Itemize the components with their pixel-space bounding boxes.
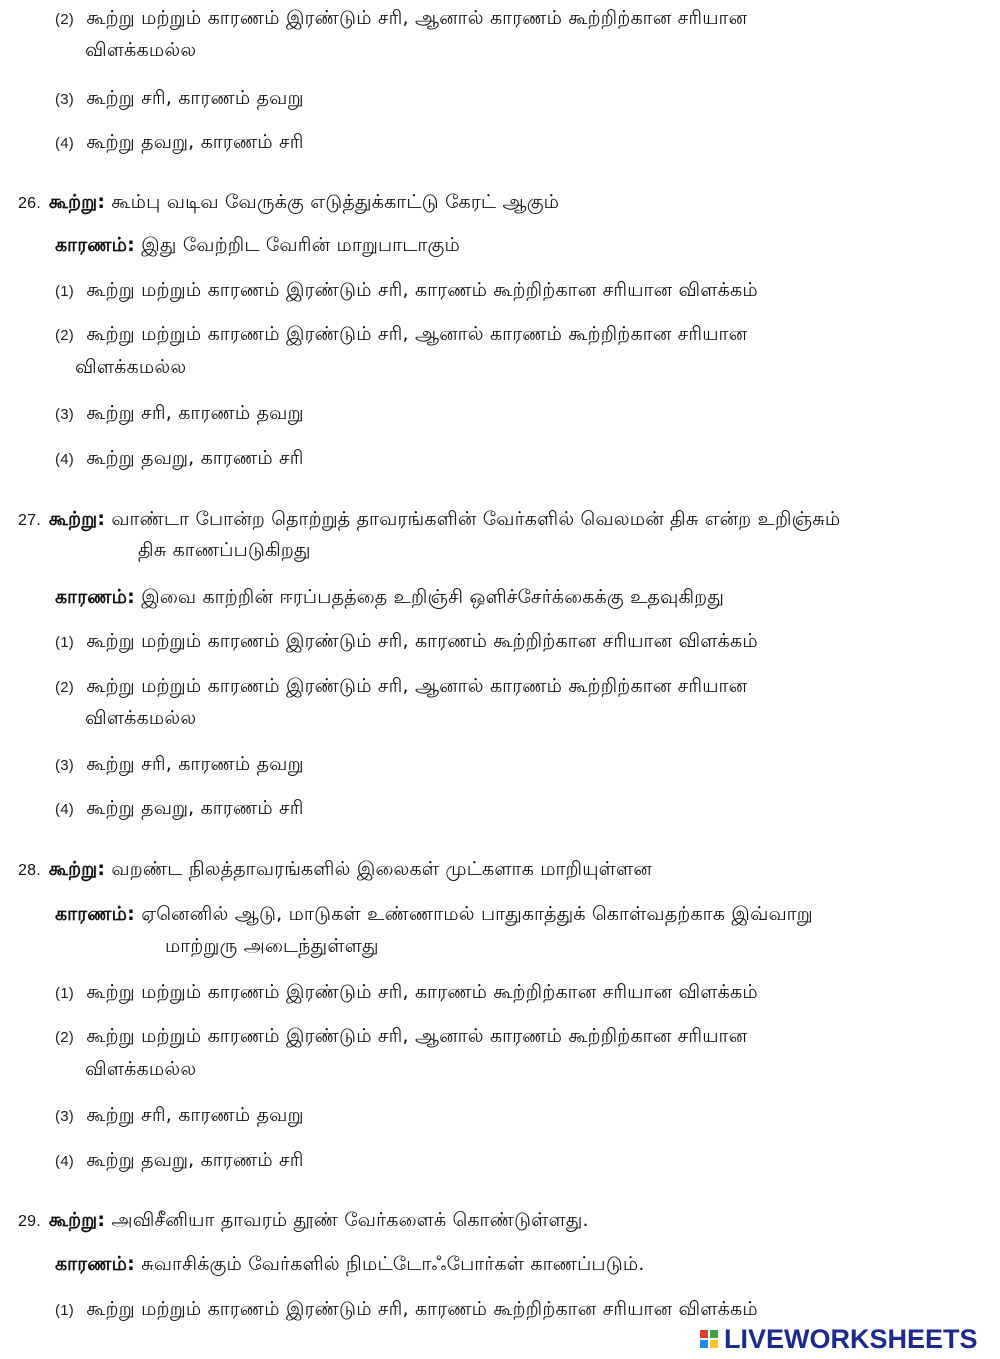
option-line	[55, 1103, 304, 1129]
option-number: (3)	[55, 91, 74, 108]
question-line	[18, 857, 652, 883]
option-line	[55, 86, 304, 112]
question-line	[18, 507, 840, 533]
option-line	[55, 1148, 304, 1174]
option-line	[55, 130, 304, 156]
question-number: 27.	[18, 512, 41, 529]
line-text: இது வேற்றிட வேரின் மாறுபாடாகும்	[141, 234, 461, 256]
line-text: கூற்று தவறு, காரணம் சரி	[86, 797, 304, 819]
option-number: (2)	[55, 327, 74, 344]
option-number: (1)	[55, 634, 74, 651]
option-line	[55, 278, 758, 304]
option-number: (1)	[55, 283, 74, 300]
statement-label: கூற்று:	[48, 508, 106, 530]
option-line	[55, 629, 758, 655]
line-text: கூற்று மற்றும் காரணம் இரண்டும் சரி, காரணம் கூற்றிற்கான சரியான விளக்கம்	[86, 981, 758, 1003]
option-line	[55, 401, 304, 427]
line-text: கூற்று மற்றும் காரணம் இரண்டும் சரி, ஆனால் காரணம் கூற்றிற்கான சரியான	[86, 1025, 748, 1047]
line-text: கூற்று மற்றும் காரணம் இரண்டும் சரி, காரணம் கூற்றிற்கான சரியான விளக்கம்	[86, 630, 758, 652]
logo-block	[710, 1340, 718, 1348]
question-line	[18, 1208, 589, 1234]
statement-label: காரணம்:	[55, 903, 135, 925]
option-number: (4)	[55, 801, 74, 818]
line-text: விளக்கமல்ல	[75, 356, 187, 378]
line-text: விளக்கமல்ல	[85, 707, 197, 729]
question-line	[18, 190, 559, 216]
continuation-line	[165, 934, 379, 958]
line-text: கூற்று தவறு, காரணம் சரி	[86, 131, 304, 153]
line-text: திசு காணப்படுகிறது	[138, 539, 311, 561]
reason-line	[55, 233, 460, 257]
line-text: அவிசீனியா தாவரம் தூண் வேர்களைக் கொண்டுள்ளது.	[111, 1209, 589, 1231]
continuation-line	[138, 538, 311, 562]
option-line	[55, 6, 747, 32]
option-number: (1)	[55, 985, 74, 1002]
option-number: (2)	[55, 1029, 74, 1046]
option-line	[55, 322, 747, 348]
option-number: (2)	[55, 679, 74, 696]
line-text: மாற்றுரு அடைந்துள்ளது	[165, 935, 379, 957]
line-text: கூற்று மற்றும் காரணம் இரண்டும் சரி, காரணம் கூற்றிற்கான சரியான விளக்கம்	[86, 279, 758, 301]
line-text: கூற்று மற்றும் காரணம் இரண்டும் சரி, காரணம் கூற்றிற்கான சரியான விளக்கம்	[86, 1298, 758, 1320]
statement-label: காரணம்:	[55, 1253, 135, 1275]
line-text: வறண்ட நிலத்தாவரங்களில் இலைகள் முட்களாக மாறியுள்ளன	[111, 858, 652, 880]
line-text: கூற்று மற்றும் காரணம் இரண்டும் சரி, ஆனால் காரணம் கூற்றிற்கான சரியான	[86, 7, 748, 29]
statement-label: காரணம்:	[55, 234, 135, 256]
line-text: கூற்று சரி, காரணம் தவறு	[86, 402, 304, 424]
option-line	[55, 980, 758, 1006]
statement-label: கூற்று:	[48, 191, 106, 213]
reason-line	[55, 902, 813, 926]
line-text: கூற்று சரி, காரணம் தவறு	[86, 87, 304, 109]
line-text: கூற்று சரி, காரணம் தவறு	[86, 753, 304, 775]
line-text: விளக்கமல்ல	[85, 39, 197, 61]
line-text: கூற்று தவறு, காரணம் சரி	[86, 1149, 304, 1171]
continuation-line	[85, 706, 196, 730]
option-line	[55, 796, 304, 822]
option-line	[55, 446, 304, 472]
option-line	[55, 1297, 758, 1323]
option-number: (4)	[55, 451, 74, 468]
line-text: கூற்று தவறு, காரணம் சரி	[86, 447, 304, 469]
logo-text: LIVEWORKSHEETS	[724, 1323, 978, 1354]
line-text: கூற்று சரி, காரணம் தவறு	[86, 1104, 304, 1126]
logo-block	[710, 1330, 718, 1338]
continuation-line	[85, 1057, 196, 1081]
option-number: (4)	[55, 1153, 74, 1170]
option-number: (3)	[55, 406, 74, 423]
option-line	[55, 1024, 747, 1050]
continuation-line	[75, 355, 186, 379]
statement-label: கூற்று:	[48, 858, 106, 880]
line-text: இவை காற்றின் ஈரப்பதத்தை உறிஞ்சி ஒளிச்சேர்க்கைக்கு உதவுகிறது	[141, 586, 725, 608]
line-text: கூற்று மற்றும் காரணம் இரண்டும் சரி, ஆனால் காரணம் கூற்றிற்கான சரியான	[86, 675, 748, 697]
logo-block	[700, 1340, 708, 1348]
line-text: ஏனெனில் ஆடு, மாடுகள் உண்ணாமல் பாதுகாத்துக் கொள்வதற்காக இவ்வாறு	[141, 903, 813, 925]
reason-line	[55, 585, 724, 609]
logo-blocks-icon	[700, 1330, 718, 1348]
statement-label: காரணம்:	[55, 586, 135, 608]
line-text: வாண்டா போன்ற தொற்றுத் தாவரங்களின் வேர்களில் வெலமன் திசு என்ற உறிஞ்சும்	[111, 508, 841, 530]
option-number: (1)	[55, 1302, 74, 1319]
statement-label: கூற்று:	[48, 1209, 106, 1231]
question-number: 28.	[18, 862, 41, 879]
line-text: சுவாசிக்கும் வேர்களில் நிமட்டோஃபோர்கள் காணப்படும்.	[141, 1253, 645, 1275]
continuation-line	[85, 38, 196, 62]
reason-line	[55, 1252, 645, 1276]
option-number: (4)	[55, 135, 74, 152]
line-text: விளக்கமல்ல	[85, 1058, 197, 1080]
option-number: (3)	[55, 1108, 74, 1125]
liveworksheets-watermark	[700, 1324, 995, 1354]
option-line	[55, 752, 304, 778]
line-text: கூற்று மற்றும் காரணம் இரண்டும் சரி, ஆனால் காரணம் கூற்றிற்கான சரியான	[86, 323, 748, 345]
option-line	[55, 674, 747, 700]
option-number: (2)	[55, 11, 74, 28]
logo-block	[700, 1330, 708, 1338]
option-number: (3)	[55, 757, 74, 774]
question-number: 29.	[18, 1213, 41, 1230]
line-text: கூம்பு வடிவ வேருக்கு எடுத்துக்காட்டு கேரட் ஆகும்	[111, 191, 560, 213]
question-number: 26.	[18, 195, 41, 212]
